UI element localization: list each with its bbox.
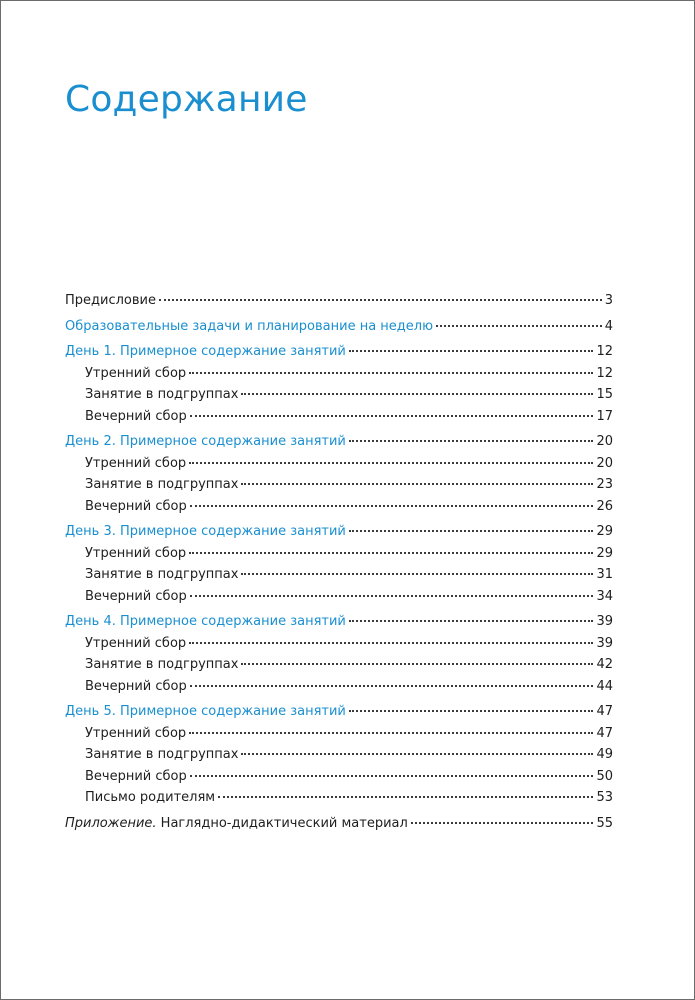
toc-entry-title-italic: Приложение.	[65, 815, 157, 831]
toc-entry[interactable]	[65, 679, 613, 701]
dot-leader	[411, 822, 594, 824]
toc-entry[interactable]	[65, 636, 613, 658]
toc-page-number: 26	[596, 498, 613, 514]
toc-entry-title: Вечерний сбор	[85, 678, 187, 694]
toc-entry-title: День 1. Примерное содержание занятий	[65, 344, 346, 359]
toc-page-number: 44	[596, 678, 613, 694]
toc-entry[interactable]	[65, 456, 613, 478]
toc-entry-title-rest: Наглядно-дидактический материал	[156, 815, 408, 831]
dot-leader	[241, 663, 593, 665]
toc-page-number: 17	[596, 408, 613, 424]
dot-leader	[189, 462, 593, 464]
toc-entry[interactable]	[65, 499, 613, 521]
toc-entry[interactable]	[65, 293, 613, 315]
toc-entry-title: Предисловие	[65, 293, 156, 308]
dot-leader	[189, 732, 593, 734]
toc-entry-title: Вечерний сбор	[85, 408, 187, 424]
toc-entry-title: День 4. Примерное содержание занятий	[65, 614, 346, 629]
dot-leader	[159, 299, 602, 301]
dot-leader	[241, 393, 593, 395]
toc-page-number: 3	[604, 293, 613, 308]
toc-entry-title	[65, 816, 408, 831]
toc-page-number: 47	[596, 725, 613, 741]
toc-entry[interactable]	[65, 589, 613, 611]
toc-page-number: 50	[596, 768, 613, 784]
toc-page-number: 29	[596, 545, 613, 561]
dot-leader	[241, 483, 593, 485]
toc-page-number: 53	[596, 790, 613, 805]
toc-page-number: 29	[596, 524, 613, 539]
dot-leader	[190, 415, 594, 417]
toc-entry-title: Утренний сбор	[85, 635, 187, 651]
dot-leader	[218, 796, 593, 798]
toc-entry[interactable]	[65, 747, 613, 769]
dot-leader	[241, 573, 593, 575]
dot-leader	[436, 325, 602, 327]
toc-page-number: 42	[596, 657, 613, 672]
toc-entry[interactable]	[65, 546, 613, 568]
toc-entry[interactable]	[65, 387, 613, 409]
toc-entry[interactable]	[65, 567, 613, 589]
toc-entry[interactable]	[65, 434, 613, 456]
dot-leader	[189, 552, 593, 554]
toc-entry-title: Вечерний сбор	[85, 768, 187, 784]
toc-entry-title: Утренний сбор	[85, 545, 187, 561]
toc-page-number: 34	[596, 588, 613, 604]
toc-entry[interactable]	[65, 816, 613, 838]
dot-leader	[189, 372, 593, 374]
toc-entry-title: Утренний сбор	[85, 365, 187, 381]
toc-entry-title: Вечерний сбор	[85, 498, 187, 514]
toc-page-number: 23	[596, 477, 613, 492]
toc-entry[interactable]	[65, 344, 613, 366]
toc-page-number: 47	[596, 704, 613, 719]
dot-leader	[349, 620, 594, 622]
toc-page-number: 12	[596, 344, 613, 359]
dot-leader	[190, 775, 594, 777]
toc-page-number: 39	[596, 614, 613, 629]
dot-leader	[189, 642, 593, 644]
page-title: Содержание	[65, 79, 308, 120]
toc-entry[interactable]	[65, 726, 613, 748]
toc-entry-title: Занятие в подгруппах	[85, 477, 239, 492]
toc-entry-title: Утренний сбор	[85, 455, 187, 471]
toc-entry-title: День 5. Примерное содержание занятий	[65, 704, 346, 719]
toc-entry-title: Образовательные задачи и планирование на неделю	[65, 318, 434, 334]
toc-entry[interactable]	[65, 790, 613, 812]
toc-entry[interactable]	[65, 769, 613, 791]
toc-entry[interactable]	[65, 477, 613, 499]
toc-page-number: 55	[596, 815, 613, 831]
dot-leader	[190, 685, 594, 687]
toc-page-number: 39	[596, 635, 613, 651]
dot-leader	[190, 505, 594, 507]
toc-page-number: 20	[596, 455, 613, 471]
dot-leader	[241, 753, 593, 755]
toc-entry-title: Письмо родителям	[85, 790, 216, 805]
table-of-contents	[65, 293, 613, 837]
toc-entry-title: Занятие в подгруппах	[85, 657, 239, 672]
dot-leader	[349, 530, 594, 532]
dot-leader	[349, 350, 594, 352]
toc-page-number: 12	[596, 365, 613, 381]
toc-entry[interactable]	[65, 524, 613, 546]
dot-leader	[190, 595, 594, 597]
toc-entry[interactable]	[65, 409, 613, 431]
toc-entry[interactable]	[65, 366, 613, 388]
toc-entry[interactable]	[65, 657, 613, 679]
toc-page-number: 15	[596, 387, 613, 402]
toc-page-number: 4	[604, 318, 613, 334]
toc-entry-title: Занятие в подгруппах	[85, 747, 239, 762]
toc-page-number: 49	[596, 747, 613, 762]
toc-entry-title: Вечерний сбор	[85, 588, 187, 604]
toc-entry[interactable]	[65, 614, 613, 636]
toc-page-number: 31	[596, 567, 613, 582]
dot-leader	[349, 710, 594, 712]
toc-entry-title: День 2. Примерное содержание занятий	[65, 434, 346, 449]
toc-entry[interactable]	[65, 704, 613, 726]
toc-entry-title: Утренний сбор	[85, 725, 187, 741]
dot-leader	[349, 440, 594, 442]
toc-entry[interactable]	[65, 319, 613, 341]
toc-entry-title: Занятие в подгруппах	[85, 387, 239, 402]
toc-entry-title: Занятие в подгруппах	[85, 567, 239, 582]
toc-entry-title: День 3. Примерное содержание занятий	[65, 524, 346, 539]
toc-page-number: 20	[596, 434, 613, 449]
